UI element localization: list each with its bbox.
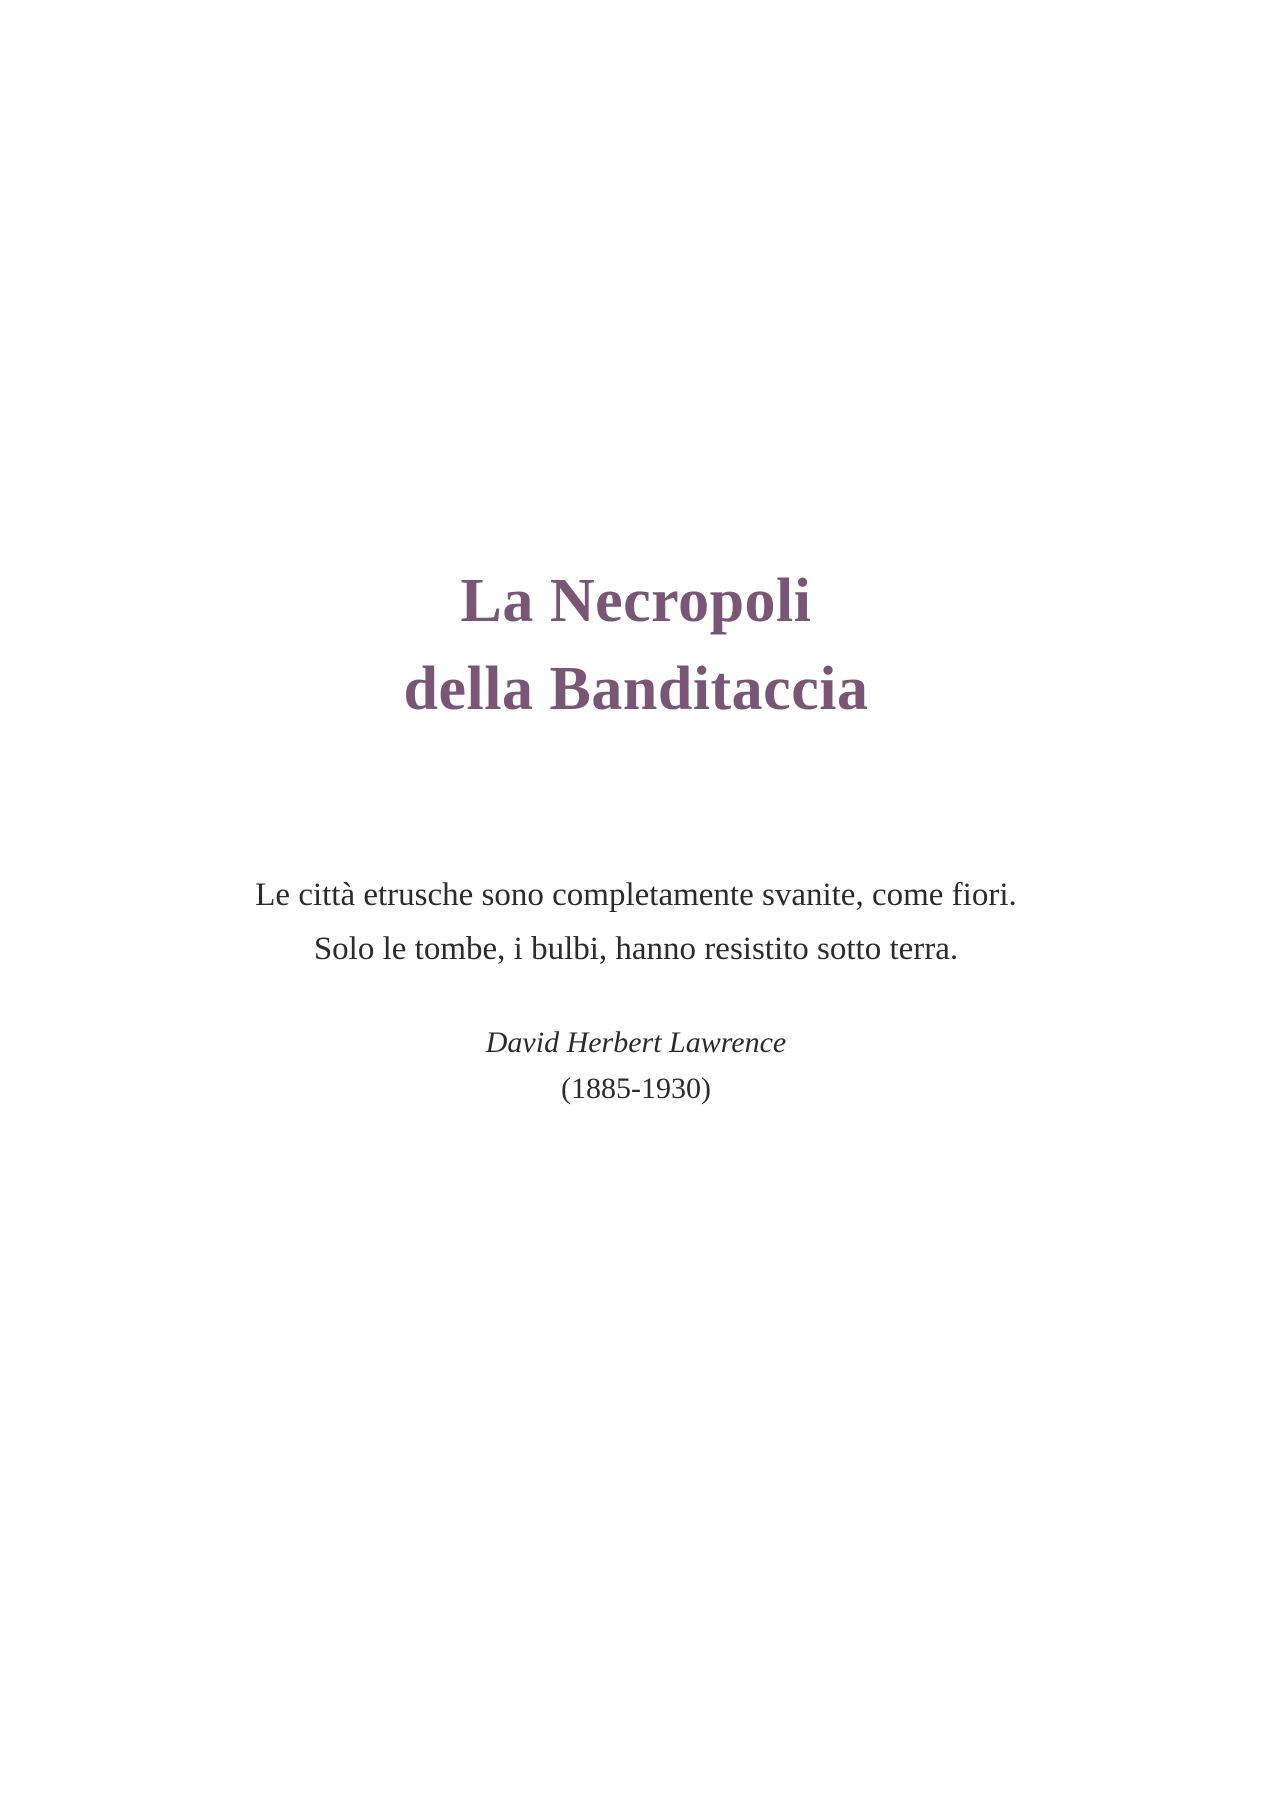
author-dates: (1885-1930) (561, 1072, 711, 1105)
title-line-2: della Banditaccia (403, 655, 869, 723)
epigraph (0, 868, 1272, 976)
author-name: David Herbert Lawrence (485, 1026, 787, 1059)
title-line-1: La Necropoli (460, 567, 812, 635)
epigraph-attribution (0, 1020, 1272, 1112)
epigraph-line-1: Le città etrusche sono completamente svanite, come fiori. (255, 877, 1017, 913)
page-title (0, 557, 1272, 733)
epigraph-line-2: Solo le tombe, i bulbi, hanno resistito sotto terra. (313, 931, 959, 967)
